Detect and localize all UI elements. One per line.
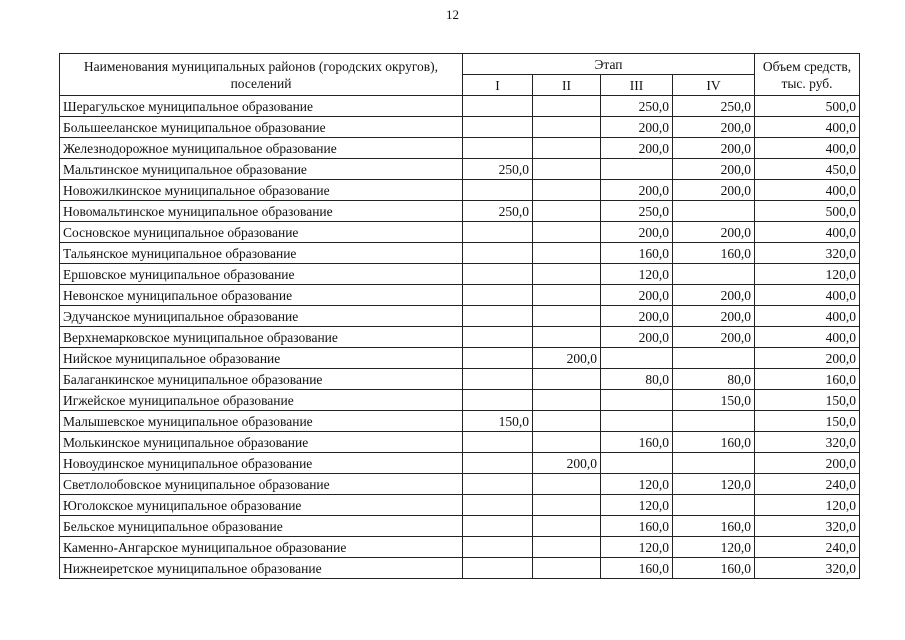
cell-stage-3: 160,0 xyxy=(601,432,673,453)
cell-name: Новожилкинское муниципальное образование xyxy=(60,180,463,201)
cell-stage-3 xyxy=(601,159,673,180)
cell-total: 500,0 xyxy=(755,96,860,117)
cell-stage-3: 160,0 xyxy=(601,558,673,579)
cell-total: 200,0 xyxy=(755,348,860,369)
cell-stage-3 xyxy=(601,453,673,474)
cell-total: 400,0 xyxy=(755,222,860,243)
cell-stage-1 xyxy=(463,327,533,348)
cell-stage-3 xyxy=(601,348,673,369)
header-stage-1: I xyxy=(463,75,533,96)
table-row xyxy=(60,327,860,348)
cell-stage-2 xyxy=(533,390,601,411)
cell-total: 320,0 xyxy=(755,432,860,453)
cell-stage-3: 120,0 xyxy=(601,495,673,516)
cell-stage-1 xyxy=(463,222,533,243)
cell-stage-1 xyxy=(463,138,533,159)
cell-stage-1 xyxy=(463,558,533,579)
cell-stage-4: 200,0 xyxy=(673,117,755,138)
cell-total: 160,0 xyxy=(755,369,860,390)
header-stage: Этап xyxy=(463,54,755,75)
cell-stage-4: 150,0 xyxy=(673,390,755,411)
cell-stage-3: 200,0 xyxy=(601,117,673,138)
cell-stage-3 xyxy=(601,411,673,432)
cell-stage-1 xyxy=(463,306,533,327)
cell-stage-1 xyxy=(463,537,533,558)
cell-total: 320,0 xyxy=(755,516,860,537)
cell-name: Эдучанское муниципальное образование xyxy=(60,306,463,327)
cell-total: 400,0 xyxy=(755,117,860,138)
cell-stage-4 xyxy=(673,453,755,474)
cell-stage-2 xyxy=(533,117,601,138)
cell-stage-3: 250,0 xyxy=(601,96,673,117)
cell-stage-2 xyxy=(533,96,601,117)
cell-stage-4: 200,0 xyxy=(673,138,755,159)
cell-name: Шерагульское муниципальное образование xyxy=(60,96,463,117)
cell-stage-1: 150,0 xyxy=(463,411,533,432)
cell-name: Балаганкинское муниципальное образование xyxy=(60,369,463,390)
cell-name: Молькинское муниципальное образование xyxy=(60,432,463,453)
cell-total: 120,0 xyxy=(755,495,860,516)
table-row xyxy=(60,495,860,516)
table-body xyxy=(60,96,860,579)
cell-stage-3: 200,0 xyxy=(601,222,673,243)
cell-stage-3: 120,0 xyxy=(601,537,673,558)
cell-name: Малышевское муниципальное образование xyxy=(60,411,463,432)
cell-stage-3: 200,0 xyxy=(601,138,673,159)
cell-total: 240,0 xyxy=(755,474,860,495)
cell-stage-2 xyxy=(533,138,601,159)
cell-stage-1: 250,0 xyxy=(463,159,533,180)
cell-stage-1 xyxy=(463,243,533,264)
cell-stage-2 xyxy=(533,558,601,579)
cell-stage-3: 200,0 xyxy=(601,285,673,306)
page-number: 12 xyxy=(446,7,459,22)
cell-total: 400,0 xyxy=(755,180,860,201)
cell-stage-4 xyxy=(673,348,755,369)
cell-name: Большееланское муниципальное образование xyxy=(60,117,463,138)
cell-stage-2 xyxy=(533,327,601,348)
table-row xyxy=(60,369,860,390)
cell-stage-2 xyxy=(533,159,601,180)
table-row xyxy=(60,222,860,243)
cell-stage-2: 200,0 xyxy=(533,348,601,369)
cell-stage-4: 200,0 xyxy=(673,327,755,348)
cell-stage-1 xyxy=(463,453,533,474)
cell-stage-4 xyxy=(673,495,755,516)
cell-total: 400,0 xyxy=(755,327,860,348)
cell-stage-3 xyxy=(601,390,673,411)
cell-stage-1 xyxy=(463,96,533,117)
cell-stage-4: 160,0 xyxy=(673,432,755,453)
cell-stage-2: 200,0 xyxy=(533,453,601,474)
cell-stage-3: 200,0 xyxy=(601,306,673,327)
cell-stage-4: 200,0 xyxy=(673,180,755,201)
cell-total: 240,0 xyxy=(755,537,860,558)
cell-name: Юголокское муниципальное образование xyxy=(60,495,463,516)
cell-stage-3: 250,0 xyxy=(601,201,673,222)
cell-stage-2 xyxy=(533,411,601,432)
table-row xyxy=(60,516,860,537)
cell-total: 400,0 xyxy=(755,285,860,306)
cell-total: 450,0 xyxy=(755,159,860,180)
cell-stage-2 xyxy=(533,474,601,495)
cell-stage-2 xyxy=(533,243,601,264)
cell-name: Невонское муниципальное образование xyxy=(60,285,463,306)
cell-stage-1 xyxy=(463,516,533,537)
cell-stage-4: 250,0 xyxy=(673,96,755,117)
cell-stage-1 xyxy=(463,285,533,306)
cell-stage-4: 120,0 xyxy=(673,474,755,495)
cell-stage-4: 160,0 xyxy=(673,558,755,579)
cell-stage-4: 200,0 xyxy=(673,285,755,306)
table-row xyxy=(60,285,860,306)
cell-stage-4: 200,0 xyxy=(673,159,755,180)
cell-stage-2 xyxy=(533,222,601,243)
cell-stage-4: 160,0 xyxy=(673,516,755,537)
cell-name: Игжейское муниципальное образование xyxy=(60,390,463,411)
table-row xyxy=(60,348,860,369)
cell-name: Бельское муниципальное образование xyxy=(60,516,463,537)
cell-name: Каменно-Ангарское муниципальное образование xyxy=(60,537,463,558)
cell-total: 320,0 xyxy=(755,558,860,579)
cell-stage-1 xyxy=(463,432,533,453)
cell-stage-4: 200,0 xyxy=(673,306,755,327)
cell-stage-1 xyxy=(463,390,533,411)
cell-name: Мальтинское муниципальное образование xyxy=(60,159,463,180)
table-row xyxy=(60,537,860,558)
cell-stage-3: 160,0 xyxy=(601,516,673,537)
cell-stage-2 xyxy=(533,306,601,327)
table-row xyxy=(60,264,860,285)
cell-stage-4: 200,0 xyxy=(673,222,755,243)
cell-stage-3: 200,0 xyxy=(601,180,673,201)
table-row xyxy=(60,390,860,411)
cell-stage-1 xyxy=(463,369,533,390)
table-row xyxy=(60,558,860,579)
header-stage-2: II xyxy=(533,75,601,96)
cell-stage-4: 120,0 xyxy=(673,537,755,558)
header-stage-3: III xyxy=(601,75,673,96)
cell-stage-1 xyxy=(463,474,533,495)
cell-total: 200,0 xyxy=(755,453,860,474)
cell-total: 500,0 xyxy=(755,201,860,222)
cell-stage-4 xyxy=(673,411,755,432)
cell-name: Нийское муниципальное образование xyxy=(60,348,463,369)
cell-total: 400,0 xyxy=(755,138,860,159)
cell-stage-1 xyxy=(463,495,533,516)
cell-stage-1 xyxy=(463,348,533,369)
cell-stage-1 xyxy=(463,264,533,285)
cell-stage-2 xyxy=(533,537,601,558)
table-row xyxy=(60,159,860,180)
cell-name: Сосновское муниципальное образование xyxy=(60,222,463,243)
table-row xyxy=(60,411,860,432)
table-row xyxy=(60,474,860,495)
table-row xyxy=(60,138,860,159)
cell-stage-1 xyxy=(463,180,533,201)
cell-stage-2 xyxy=(533,180,601,201)
cell-stage-3: 120,0 xyxy=(601,474,673,495)
header-stage-4: IV xyxy=(673,75,755,96)
cell-stage-3: 200,0 xyxy=(601,327,673,348)
cell-stage-2 xyxy=(533,369,601,390)
cell-total: 320,0 xyxy=(755,243,860,264)
cell-total: 150,0 xyxy=(755,411,860,432)
cell-name: Ершовское муниципальное образование xyxy=(60,264,463,285)
cell-name: Тальянское муниципальное образование xyxy=(60,243,463,264)
cell-stage-3: 160,0 xyxy=(601,243,673,264)
cell-stage-4: 160,0 xyxy=(673,243,755,264)
cell-name: Железнодорожное муниципальное образование xyxy=(60,138,463,159)
cell-stage-2 xyxy=(533,495,601,516)
cell-stage-2 xyxy=(533,201,601,222)
cell-stage-4 xyxy=(673,201,755,222)
cell-stage-4: 80,0 xyxy=(673,369,755,390)
table-row xyxy=(60,201,860,222)
cell-name: Верхнемарковское муниципальное образование xyxy=(60,327,463,348)
cell-total: 120,0 xyxy=(755,264,860,285)
cell-name: Светлолобовское муниципальное образование xyxy=(60,474,463,495)
cell-stage-2 xyxy=(533,432,601,453)
budget-table xyxy=(59,53,860,579)
table-row xyxy=(60,453,860,474)
cell-name: Новомальтинское муниципальное образование xyxy=(60,201,463,222)
table-row xyxy=(60,180,860,201)
header-name: Наименования муниципальных районов (городских округов), поселений xyxy=(60,54,463,96)
table-row xyxy=(60,96,860,117)
cell-stage-3: 80,0 xyxy=(601,369,673,390)
cell-stage-2 xyxy=(533,285,601,306)
cell-total: 400,0 xyxy=(755,306,860,327)
cell-stage-2 xyxy=(533,264,601,285)
cell-total: 150,0 xyxy=(755,390,860,411)
table-row xyxy=(60,117,860,138)
cell-name: Нижнеиретское муниципальное образование xyxy=(60,558,463,579)
cell-stage-1: 250,0 xyxy=(463,201,533,222)
table-row xyxy=(60,306,860,327)
header-total: Объем средств, тыс. руб. xyxy=(755,54,860,96)
table-row xyxy=(60,432,860,453)
cell-stage-4 xyxy=(673,264,755,285)
cell-stage-3: 120,0 xyxy=(601,264,673,285)
table-row xyxy=(60,243,860,264)
table-header xyxy=(60,54,860,96)
cell-stage-1 xyxy=(463,117,533,138)
cell-stage-2 xyxy=(533,516,601,537)
cell-name: Новоудинское муниципальное образование xyxy=(60,453,463,474)
